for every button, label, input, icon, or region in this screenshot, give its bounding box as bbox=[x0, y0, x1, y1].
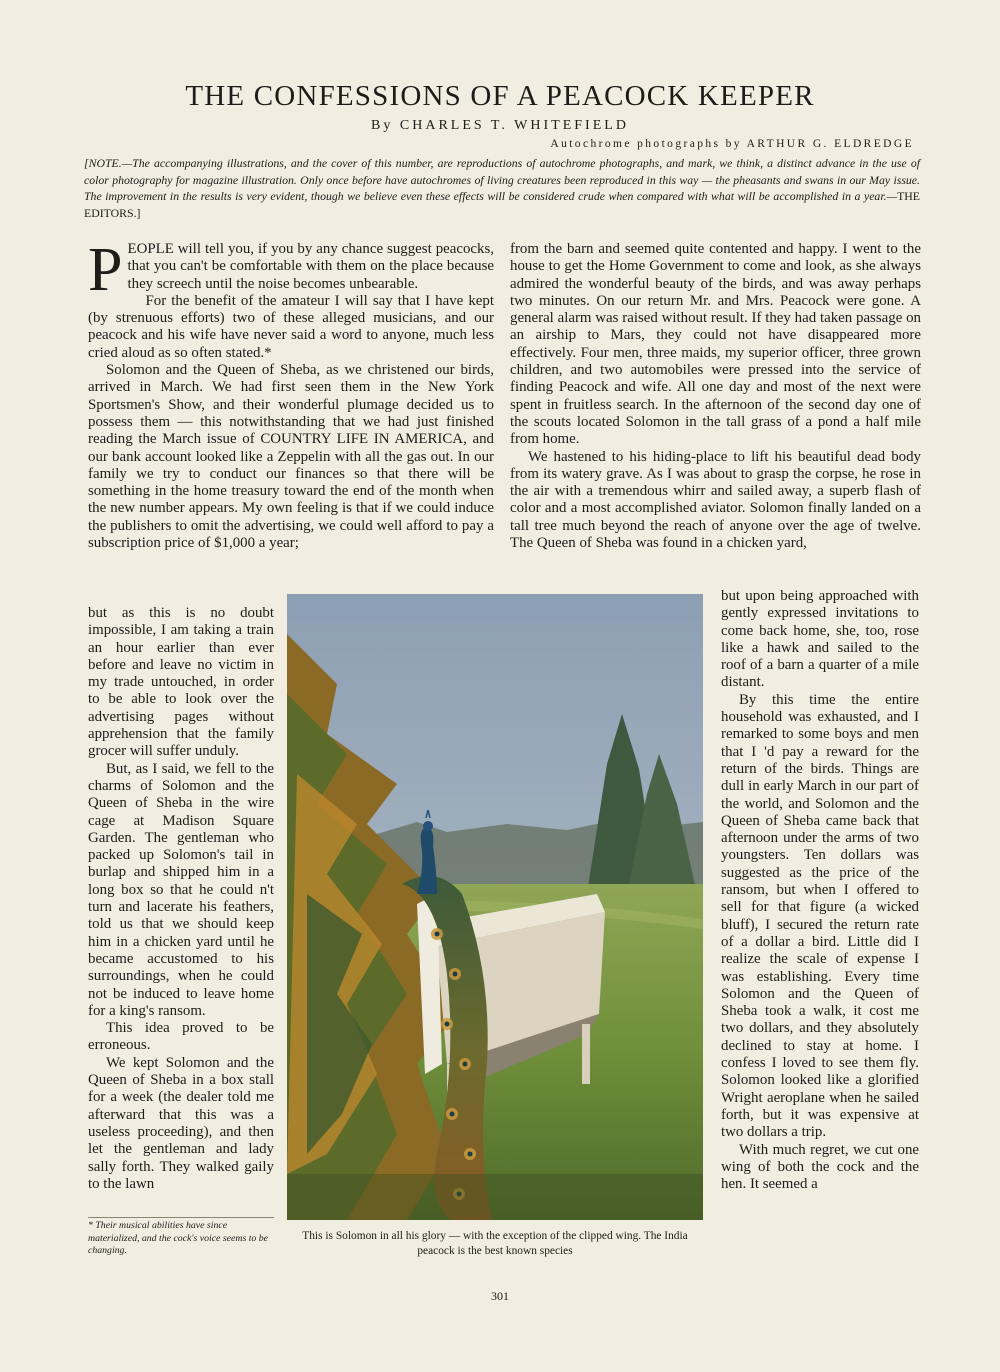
footnote: * Their musical abilities have since materialized, and the cock's voice seems to be changing. bbox=[88, 1217, 274, 1258]
paragraph: but as this is no doubt impossible, I am taking a train an hour earlier than ever before and leave no victim in my trade untouched, in order to be able to look over the advertising pages without apprehension that the family grocer will suffer unduly. bbox=[88, 605, 274, 760]
paragraph: but upon being approached with gently expressed invitations to come back home, she, too, rose like a hawk and sailed to the roof of a barn a quarter of a mile distant. bbox=[721, 588, 919, 691]
column-1-narrow bbox=[88, 605, 274, 1193]
column-3-narrow bbox=[721, 588, 919, 1193]
article-title: THE CONFESSIONS OF A PEACOCK KEEPER bbox=[185, 80, 815, 112]
page-number: 301 bbox=[491, 1289, 509, 1303]
editors-note-text: [NOTE.—The accompanying illustrations, and the cover of this number, are reproductions of autochrome photographs, and mark, we think, a distinct advance in the use of color photography for magazine illustration. Only once before have autochromes of living creatures been reproduced in this way — the pheasants and swans in our May issue. The improvement in the results is very evident, though we believe even these effects will be considered crude when compared with what will be accomplished in a year.— bbox=[84, 156, 920, 204]
magazine-name: COUNTRY LIFE IN AMERICA bbox=[260, 431, 464, 448]
paragraph: PEOPLE will tell you, if you by any chance suggest peacocks, that you can't be comfortable with them on the place because they screech until the noise becomes unbearable. bbox=[88, 236, 494, 304]
paragraph: With much regret, we cut one wing of both the cock and the hen. It seemed a bbox=[721, 1141, 919, 1193]
peacock-photo-illustration bbox=[287, 594, 703, 1220]
paragraph: from the barn and seemed quite contented and happy. I went to the house to get the Home Government to come and look, as she always admired the wonderful beauty of the birds, and was away perhaps two minutes. On our return Mr. and Mrs. Peacock were gone. A general alarm was raised without result. If they had taken passage on an airship to Mars, they could not have disappeared more effectively. Four men, three maids, my superior officer, three grown children, and two automobiles were pressed into the service of finding Peacock and wife. All one day and most of the next were spent in fruitless search. In the afternoon of the second day one of the scouts located Solomon in the tall grass of a pond a half mile from home. bbox=[510, 241, 921, 448]
column-2-top bbox=[510, 241, 921, 552]
paragraph: Solomon and the Queen of Sheba, as we christened our birds, arrived in March. We had first seen them in the New York Sportsmen's Show, and their wonderful plumage decided us to possess them — this notwithstanding that we had just finished reading the March issue of COUNTRY LIFE IN AMERICA, and our bank account looked like a Zeppelin with all the gas out. In our family we try to conduct our finances so that there will be something in the home treasury toward the end of the month when the new number appears. My own feeling is that if we could induce the publishers to omit the advertising, we could well afford to pay a subscription price of $1,000 a year; bbox=[88, 362, 494, 552]
column-1-top bbox=[88, 236, 494, 552]
paragraph: We kept Solomon and the Queen of Sheba in a box stall for a week (the dealer told me afterward that this was a useless proceeding), and then let the gentleman and lady sally forth. They walked gaily to the lawn bbox=[88, 1054, 274, 1192]
paragraph: For the benefit of the amateur I will say that I have kept (by strenuous efforts) two of these alleged musicians, and our peacock and his wife have never said a word to anyone, much less cried aloud as so often stated.* bbox=[88, 292, 494, 361]
editors-note bbox=[84, 155, 920, 221]
photo-caption: This is Solomon in all his glory — with the exception of the clipped wing. The India peacock is the best known species bbox=[302, 1230, 688, 1257]
paragraph: By this time the entire household was exhausted, and I remarked to some boys and men that I 'd pay a reward for the return of the birds. Things are dull in early March in our part of the world, and Solomon and the Queen of Sheba came back that afternoon under the arms of two youngsters. Ten dollars was suggested as the price of the ransom, but when I offered to sell for that figure (a wicked bluff), I secured the return rate of a dollar a bird. Little did I realize the scale of expense I was establishing. Every time Solomon and the Queen of Sheba took a walk, it cost me two dollars, and they absolutely declined to stay at home. I confess I loved to see them fly. Solomon looked like a glorified Wright aeroplane when he sailed forth, but it was expensive at two dollars a trip. bbox=[721, 691, 919, 1141]
paragraph: But, as I said, we fell to the charms of Solomon and the Queen of Sheba in the wire cage at Madison Square Garden. The gentleman who packed up Solomon's tail in burlap and shipped him in a long box so that he could n't turn and lacerate his feathers, told us that we should keep him in a chicken yard until he became accustomed to his surroundings, when he could not be induced to leave home for a king's ransom. bbox=[88, 760, 274, 1019]
paragraph: This idea proved to be erroneous. bbox=[88, 1020, 274, 1054]
photo-credit: Autochrome photographs by ARTHUR G. ELDREDGE bbox=[550, 138, 914, 150]
peacock-photograph bbox=[287, 594, 703, 1220]
byline: By CHARLES T. WHITEFIELD bbox=[371, 118, 629, 133]
editors-signature: THE EDITORS.] bbox=[84, 189, 920, 220]
drop-cap: P bbox=[88, 236, 123, 304]
paragraph: We hastened to his hiding-place to lift his beautiful dead body from its watery grave. As I was about to grasp the corpse, he rose in the air with a tremendous whirr and sailed away, a superb flash of color and a most accomplished aviator. Solomon finally landed on a tall tree much beyond the reach of anyone over the age of twelve. The Queen of Sheba was found in a chicken yard, bbox=[510, 448, 921, 552]
